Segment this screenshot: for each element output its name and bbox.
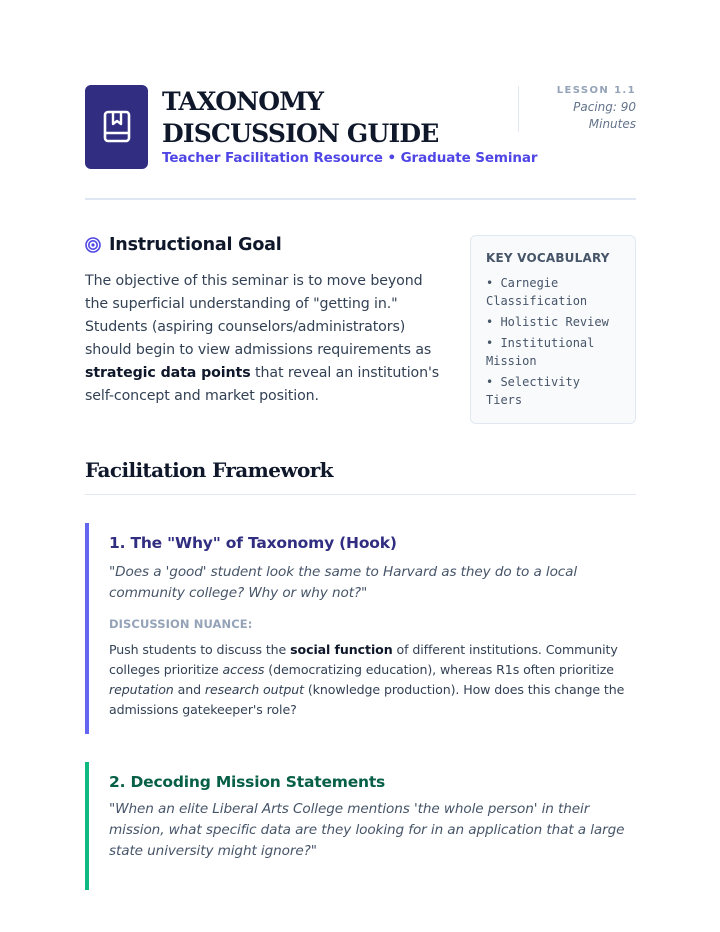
section-accent-bar [85, 762, 89, 890]
vocabulary-item: • Institutional Mission [486, 336, 595, 368]
framework-section-1 [85, 523, 636, 734]
header-rule [85, 198, 636, 200]
vocabulary-item: • Carnegie Classification [486, 276, 588, 308]
nuance-text-part: (knowledge production). How does this change the admissions gatekeeper's role? [109, 682, 625, 717]
logo-tile [85, 85, 148, 169]
target-icon [85, 237, 101, 253]
pacing-line-2: Minutes [588, 117, 636, 131]
section-heading: 2. Decoding Mission Statements [109, 773, 386, 791]
vocabulary-box [470, 235, 636, 424]
bookmark-book-icon [102, 110, 132, 144]
lesson-label: LESSON 1.1 [556, 85, 636, 96]
vocabulary-item: • Holistic Review [486, 315, 609, 329]
goal-title: Instructional Goal [109, 235, 282, 255]
goal-text-part: that reveal an institution's self-concept and market position. [85, 365, 440, 404]
framework-rule [85, 494, 636, 495]
framework-section-2 [85, 762, 636, 890]
nuance-emphasis: social function [290, 642, 393, 657]
page-subtitle: Teacher Facilitation Resource • Graduate Seminar [162, 150, 538, 166]
goal-text-part: The objective of this seminar is to move beyond the superficial understanding of "getting in." Students (aspiring counselors/administrators) should begin to view admissions requirements as [85, 273, 432, 358]
section-quote: "Does a 'good' student look the same to Harvard as they do to a local community college? Why or why not?" [109, 564, 578, 601]
goal-text-emphasis: strategic data points [85, 365, 251, 381]
goal-heading [85, 235, 282, 255]
pacing-line-1: Pacing: 90 [573, 100, 636, 114]
nuance-italic: access [222, 662, 265, 677]
lesson-meta [526, 84, 636, 133]
page-title: TAXONOMY DISCUSSION GUIDE [162, 87, 439, 148]
nuance-text-part: (democratizing education), whereas R1s often prioritize [264, 662, 614, 677]
nuance-label: DISCUSSION NUANCE: [109, 617, 253, 631]
framework-title: Facilitation Framework [85, 458, 333, 482]
nuance-italic: reputation [109, 682, 174, 697]
vocabulary-title: KEY VOCABULARY [486, 251, 610, 265]
nuance-italic: research output [204, 682, 304, 697]
section-heading: 1. The "Why" of Taxonomy (Hook) [109, 534, 397, 552]
page [85, 0, 636, 932]
document-header [85, 84, 636, 172]
vocabulary-item: • Selectivity Tiers [486, 375, 580, 407]
section-quote: "When an elite Liberal Arts College mentions 'the whole person' in their mission, what specific data are they looking for in an application that a large state university might ignore?" [109, 801, 625, 859]
goal-text [85, 270, 445, 408]
nuance-text-part: and [173, 682, 205, 697]
header-divider [518, 86, 519, 132]
nuance-text [109, 640, 636, 720]
nuance-text-part: Push students to discuss the [109, 642, 291, 657]
nuance-text-part: of different institutions. Community colleges prioritize [109, 642, 618, 677]
section-accent-bar [85, 523, 89, 734]
